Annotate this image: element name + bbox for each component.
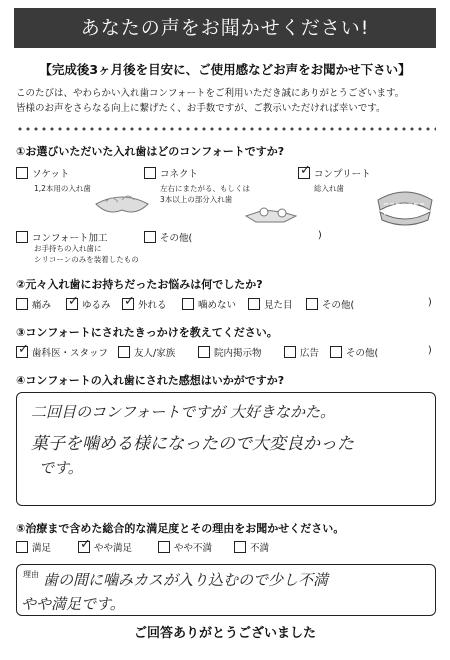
q1-option-complete-label: コンプリート [314, 169, 371, 180]
socket-denture-image [92, 186, 152, 220]
q1-option-socket[interactable] [16, 166, 69, 180]
q1-option-connect-checkbox[interactable] [144, 167, 156, 179]
q3-option-advertisement-checkbox[interactable] [284, 346, 296, 358]
q5-option-somewhat-satisfied-checkbox[interactable] [78, 541, 90, 553]
q2-option-falls-out-checkbox[interactable] [122, 298, 134, 310]
q1-option-comfort-processing-note: お手持ちの入れ歯に シリコーンのみを装着したもの [34, 244, 139, 264]
q1-option-other-label: その他( [160, 233, 193, 244]
q2-option-pain-checkbox[interactable] [16, 298, 28, 310]
q5-option-somewhat-dissatisfied-label: やや不満 [174, 543, 213, 554]
q2-option-appearance-label: 見た目 [264, 300, 293, 311]
q3-option-clinic-poster-checkbox[interactable] [198, 346, 210, 358]
q3-other-close-paren: ) [428, 345, 432, 356]
q2-option-cannot-chew[interactable] [182, 297, 236, 311]
q2-option-appearance-checkbox[interactable] [248, 298, 260, 310]
q2-option-falls-out-label: 外れる [138, 300, 167, 311]
q2-other-close-paren: ) [428, 297, 432, 308]
q5-reason-label: 理由 [23, 570, 39, 579]
q2-option-pain-label: 痛み [32, 300, 52, 311]
q1-option-complete[interactable] [298, 166, 371, 180]
q5-reason-line-2: やや満足です。 [21, 595, 125, 613]
q5-option-satisfied-label: 満足 [32, 543, 52, 554]
q3-option-advertisement-label: 広告 [300, 348, 320, 359]
q5-reason-line-1: 歯の間に噛みカスが入り込むので少し不満 [43, 571, 329, 589]
q1-option-socket-note: 1,2本用の入れ歯 [34, 184, 91, 193]
dotted-divider [16, 127, 436, 131]
q2-option-falls-out[interactable] [122, 297, 167, 311]
q3-option-other-label: その他( [346, 348, 379, 359]
q1-option-other-checkbox[interactable] [144, 231, 156, 243]
q3-option-other-checkbox[interactable] [330, 346, 342, 358]
intro-line-1: このたびは、やわらかい入れ歯コンフォートをご利用いただき誠にありがとうございます。 [16, 88, 405, 99]
q4-answer-line-1: 二回目のコンフォートですが 大好きなかた。 [31, 403, 336, 421]
intro-line-2: 皆様のお声をさらなる向上に繋げたく、お手数ですが、ご教示いただければ幸いです。 [16, 103, 386, 114]
q2-option-loose-checkbox[interactable] [66, 298, 78, 310]
q3-option-friend-family[interactable] [118, 345, 175, 359]
q5-option-satisfied-checkbox[interactable] [16, 541, 28, 553]
q4-answer-line-3: です。 [39, 459, 83, 477]
q3-option-friend-family-label: 友人/家族 [134, 348, 176, 359]
q1-option-connect[interactable] [144, 166, 198, 180]
q2-option-other-label: その他( [322, 300, 355, 311]
q1-option-connect-note: 左右にまたがる、もしくは 3本以上の部分入れ歯 [160, 184, 250, 204]
survey-subtitle: 【完成後3ヶ月後を目安に、ご使用感などお声をお聞かせ下さい】 [39, 62, 411, 77]
question-3-title: ③コンフォートにされたきっかけを教えてください。 [16, 326, 278, 339]
q2-option-other-checkbox[interactable] [306, 298, 318, 310]
closing-message: ご回答ありがとうございました [133, 626, 316, 641]
q2-option-loose-label: ゆるみ [82, 300, 111, 311]
q1-option-socket-label: ソケット [32, 169, 70, 180]
q3-option-other[interactable] [330, 345, 378, 359]
question-1-title: ①お選びいただいた入れ歯はどのコンフォートですか? [16, 145, 285, 158]
q5-option-somewhat-satisfied-label: やや満足 [94, 543, 133, 554]
complete-denture-image [372, 182, 438, 226]
q5-option-somewhat-dissatisfied[interactable] [158, 540, 212, 554]
q3-option-clinic-poster[interactable] [198, 345, 262, 359]
q1-option-comfort-processing-label: コンフォート加工 [32, 233, 108, 244]
q1-option-complete-checkbox[interactable] [298, 167, 310, 179]
q5-option-satisfied[interactable] [16, 540, 51, 554]
q1-option-connect-label: コネクト [160, 169, 199, 180]
q3-option-advertisement[interactable] [284, 345, 319, 359]
q3-option-dentist-staff-label: 歯科医・スタッフ [32, 348, 109, 359]
q3-option-friend-family-checkbox[interactable] [118, 346, 130, 358]
question-4-title: ④コンフォートの入れ歯にされた感想はいかがですか? [16, 374, 285, 387]
q3-option-dentist-staff-checkbox[interactable] [16, 346, 28, 358]
q2-option-appearance[interactable] [248, 297, 293, 311]
q5-option-somewhat-dissatisfied-checkbox[interactable] [158, 541, 170, 553]
q4-answer-line-2: 菓子を噛める様になったので大変良かった [31, 434, 354, 454]
intro-text [16, 86, 436, 116]
q2-option-loose[interactable] [66, 297, 111, 311]
q1-option-comfort-processing-checkbox[interactable] [16, 231, 28, 243]
q3-option-dentist-staff[interactable] [16, 345, 108, 359]
q2-option-cannot-chew-label: 噛めない [198, 300, 237, 311]
q2-option-other[interactable] [306, 297, 354, 311]
q1-other-close-paren: ) [318, 230, 322, 241]
q5-option-somewhat-satisfied[interactable] [78, 540, 132, 554]
q5-option-dissatisfied-checkbox[interactable] [234, 541, 246, 553]
q5-option-dissatisfied-label: 不満 [250, 543, 270, 554]
q5-reason-box[interactable] [16, 564, 436, 616]
q5-option-dissatisfied[interactable] [234, 540, 269, 554]
question-2-title: ②元々入れ歯にお持ちだったお悩みは何でしたか? [16, 278, 263, 291]
connect-denture-image [242, 200, 300, 226]
q1-option-socket-checkbox[interactable] [16, 167, 28, 179]
q1-option-comfort-processing[interactable] [16, 230, 108, 244]
q1-option-complete-note: 総入れ歯 [314, 184, 344, 193]
survey-banner: あなたの声をお聞かせください! [14, 8, 436, 48]
q4-answer-box[interactable] [16, 392, 436, 506]
q2-option-cannot-chew-checkbox[interactable] [182, 298, 194, 310]
question-5-title: ⑤治療まで含めた総合的な満足度とその理由をお聞かせください。 [16, 522, 345, 535]
q2-option-pain[interactable] [16, 297, 51, 311]
q1-option-other[interactable] [144, 230, 192, 244]
q3-option-clinic-poster-label: 院内掲示物 [214, 348, 262, 359]
